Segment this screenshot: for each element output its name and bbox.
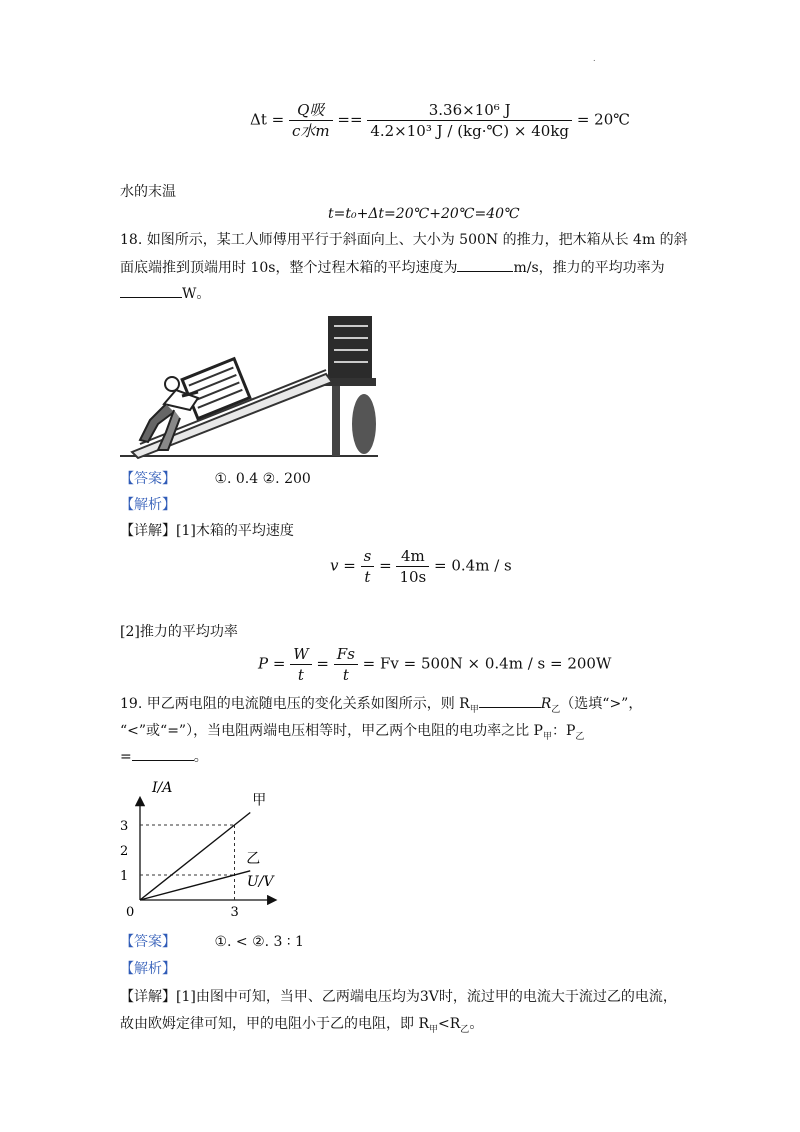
q19-line2-part2: ：P bbox=[551, 723, 576, 739]
detail-tag: 【详解】 bbox=[120, 523, 176, 539]
final-temp-equation: t=t₀+Δt=20℃+20℃=40℃ bbox=[328, 206, 520, 222]
y-tick-label: 2 bbox=[120, 844, 129, 859]
subscript-yi-3: 乙 bbox=[460, 1024, 470, 1035]
subscript-yi: 乙 bbox=[551, 704, 561, 715]
fraction-q-over-cm bbox=[289, 100, 333, 141]
denominator-t: t bbox=[364, 568, 371, 586]
y-axis-label: I/A bbox=[152, 780, 173, 796]
q18-line1: 18. 如图所示，某工人师傅用平行于斜面向上、大小为 500N 的推力，把木箱从长 4m 的斜 bbox=[120, 232, 688, 248]
detail-tag-19: 【详解】 bbox=[120, 989, 176, 1005]
power-equation: P = $\frac{W}{t}$ = $\frac{Fs}{t}$ = Fv = 500N × 0.4m / s = 200W bbox=[258, 645, 612, 684]
incline-illustration bbox=[120, 312, 378, 460]
origin-label: 0 bbox=[126, 905, 135, 920]
subscript-jia-3: 甲 bbox=[429, 1024, 439, 1035]
series-line-jia bbox=[140, 813, 250, 901]
denominator-10s: 10s bbox=[399, 568, 427, 586]
answer-tag-19: 【答案】 bbox=[120, 934, 176, 950]
water-final-temp-label: 水的末温 bbox=[120, 184, 176, 200]
y-tick-label: 3 bbox=[120, 819, 129, 834]
subscript-yi-2: 乙 bbox=[575, 731, 585, 742]
eq-lhs: Δt = bbox=[250, 110, 285, 129]
denominator-t2: t bbox=[342, 666, 349, 684]
answer-tag: 【答案】 bbox=[120, 471, 176, 487]
q19-detail2-part1: 故由欧姆定律可知，甲的电阻小于乙的电阻，即 R bbox=[120, 1016, 429, 1032]
eq-p-lhs: P = bbox=[258, 654, 286, 673]
q18-detail1 bbox=[120, 517, 294, 545]
q19-answer-text: ①. < ②. 3 ∶ 1 bbox=[214, 934, 304, 950]
q19-line3-eq: = bbox=[120, 749, 132, 765]
q19-detail2-part2: <R bbox=[438, 1016, 461, 1032]
subscript-jia-2: 甲 bbox=[542, 731, 552, 742]
q18-answer-text: ①. 0.4 ②. 200 bbox=[214, 471, 311, 487]
q19-detail2-end: 。 bbox=[469, 1016, 484, 1032]
q18-line2 bbox=[120, 254, 665, 282]
q18-analysis-tag: 【解析】 bbox=[120, 497, 176, 513]
numerator-s: s bbox=[361, 546, 375, 567]
q19-detail1-text: [1]由图中可知，当甲、乙两端电压均为3V时，流过甲的电流大于流过乙的电流， bbox=[176, 989, 677, 1005]
q18-line3 bbox=[120, 280, 210, 308]
q18-answer bbox=[120, 465, 311, 493]
fraction-w-over-t bbox=[290, 644, 311, 685]
fraction-4m-over-10s bbox=[396, 546, 429, 587]
eq-v-lhs: v = bbox=[330, 556, 356, 575]
x-axis-label: U/V bbox=[246, 874, 274, 890]
q19-line1-part1: 19. 甲乙两电阻的电流随电压的变化关系如图所示，则 R bbox=[120, 696, 470, 712]
current-voltage-chart bbox=[108, 778, 318, 926]
numerator-4m: 4m bbox=[396, 546, 429, 567]
header-dot: . bbox=[593, 54, 596, 63]
q18-line2-part1: 面底端推到顶端用时 10s，整个过程木箱的平均速度为 bbox=[120, 260, 458, 276]
q19-analysis-tag: 【解析】 bbox=[120, 961, 176, 977]
fraction-fs-over-t bbox=[334, 644, 358, 685]
subscript-jia: 甲 bbox=[469, 704, 479, 715]
y-tick-label: 1 bbox=[120, 869, 129, 884]
q19-detail2 bbox=[120, 1010, 483, 1044]
x-tick-label: 3 bbox=[230, 905, 239, 920]
numerator-fs: Fs bbox=[334, 644, 358, 665]
velocity-equation: v = $\frac{s}{t}$ = $\frac{4m}{10s}$ = 0.4m / s bbox=[330, 547, 512, 586]
q18-blank-speed[interactable] bbox=[457, 255, 513, 272]
eq-equals: == bbox=[337, 110, 363, 129]
fraction-s-over-t bbox=[361, 546, 375, 587]
q19-line1-part3: （选填“>”， bbox=[560, 696, 643, 712]
series-label-yi: 乙 bbox=[246, 850, 261, 867]
q18-blank-power[interactable] bbox=[120, 281, 182, 298]
q18-line3-unit: W。 bbox=[182, 286, 211, 302]
eq-p-rhs: = Fv = 500N × 0.4m / s = 200W bbox=[362, 654, 612, 673]
q18-detail2: [2]推力的平均功率 bbox=[120, 624, 238, 640]
q19-blank-compare[interactable] bbox=[479, 691, 541, 708]
numerator-values: 3.36×10⁶ J bbox=[367, 100, 572, 121]
q18-line2-part2: m/s，推力的平均功率为 bbox=[513, 260, 665, 276]
q18-detail1-text: [1]木箱的平均速度 bbox=[176, 523, 294, 539]
delta-t-equation bbox=[250, 100, 630, 141]
denominator-t: t bbox=[297, 666, 304, 684]
denominator-values: 4.2×10³ J / (kg·℃) × 40kg bbox=[370, 122, 570, 140]
eq-v-rhs: = 0.4m / s bbox=[434, 556, 512, 575]
q19-r: R bbox=[540, 696, 552, 712]
eq-rhs: = 20℃ bbox=[576, 110, 631, 129]
q19-blank-ratio[interactable] bbox=[132, 744, 194, 761]
q19-answer bbox=[120, 928, 304, 956]
fraction-values bbox=[367, 100, 572, 141]
numerator: Q吸 bbox=[289, 100, 333, 121]
q19-line3 bbox=[120, 743, 208, 771]
q19-detail1 bbox=[120, 983, 677, 1011]
q19-line2-part1: “<”或“=”），当电阻两端电压相等时，甲乙两个电阻的电功率之比 P bbox=[120, 723, 543, 739]
q19-line3-end: 。 bbox=[193, 749, 208, 765]
numerator-w: W bbox=[290, 644, 311, 665]
series-label-jia: 甲 bbox=[252, 792, 267, 809]
denominator: c水m bbox=[291, 122, 330, 140]
